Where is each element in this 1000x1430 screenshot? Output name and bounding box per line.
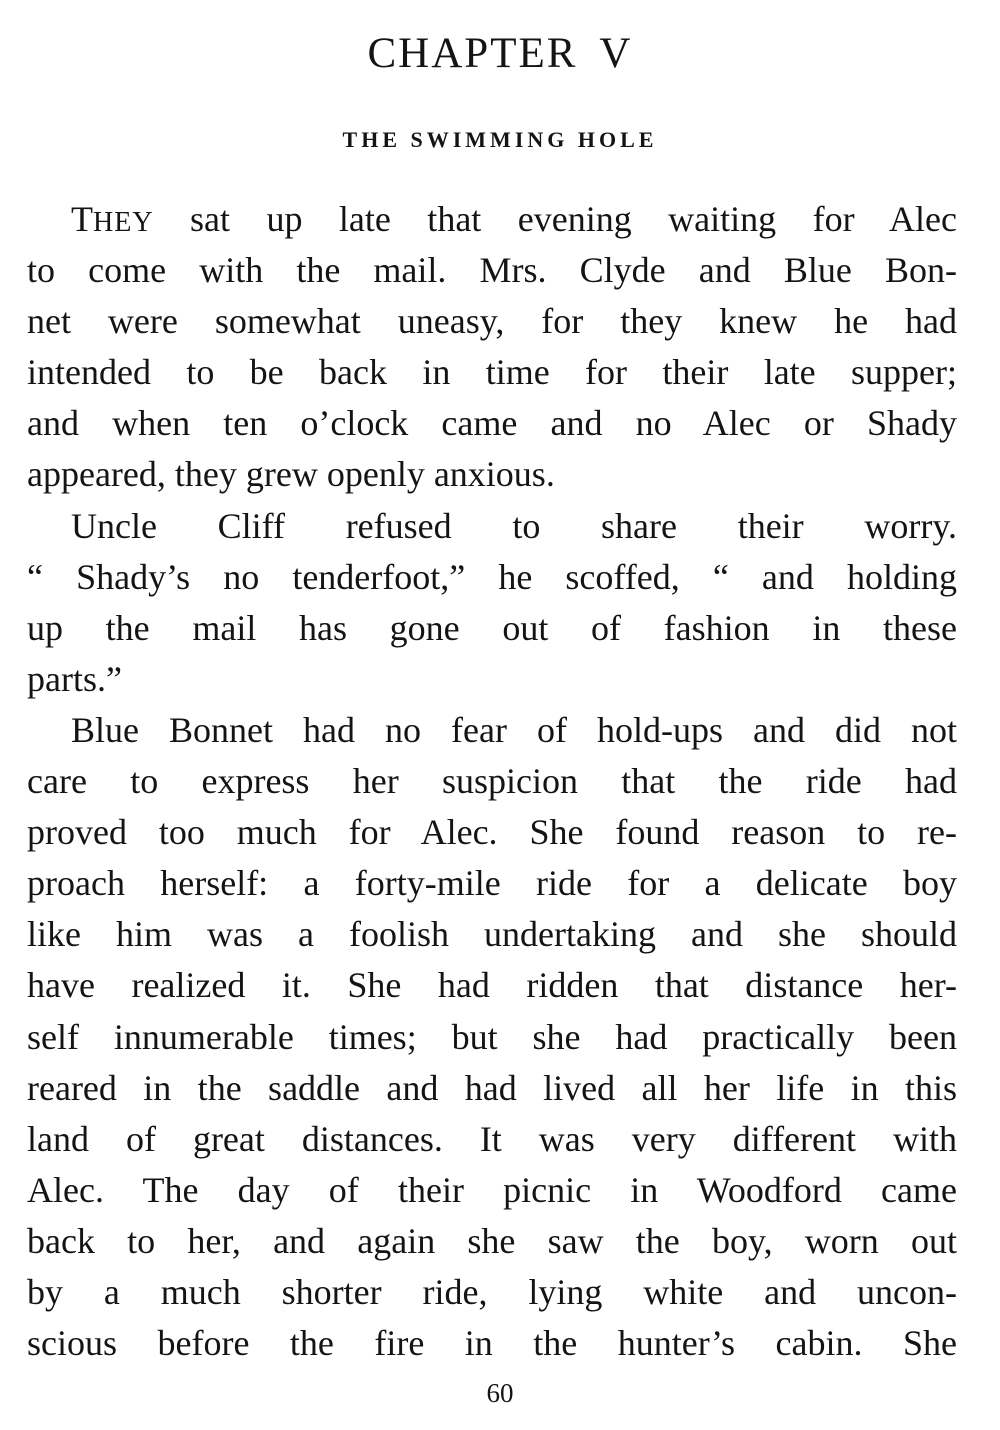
text-line: and when ten o’clock came and no Alec or Shady <box>27 403 957 444</box>
chapter-title: THE SWIMMING HOLE <box>342 127 658 152</box>
text-line: Blue Bonnet had no fear of hold-ups and did not <box>71 709 957 750</box>
text-line: net were somewhat uneasy, for they knew he had <box>27 301 957 342</box>
text-line: self innumerable times; but she had practically been <box>27 1016 957 1057</box>
text-line: care to express her suspicion that the ride had <box>27 761 957 802</box>
text-line: intended to be back in time for their late supper; <box>27 352 957 393</box>
text-line: proved too much for Alec. She found reason to re- <box>27 812 957 853</box>
text-line: up the mail has gone out of fashion in these <box>27 607 957 648</box>
text-line: appeared, they grew openly anxious. <box>27 454 555 495</box>
text-line: Alec. The day of their picnic in Woodford came <box>27 1169 957 1210</box>
text-line: back to her, and again she saw the boy, worn out <box>27 1220 957 1261</box>
text-line: reared in the saddle and had lived all her life in this <box>27 1067 957 1108</box>
chapter-label: CHAPTER <box>367 30 578 77</box>
chapter-heading <box>0 28 1000 80</box>
text-line: land of great distances. It was very different with <box>27 1118 957 1159</box>
text-line: by a much shorter ride, lying white and uncon- <box>27 1271 957 1312</box>
body-text <box>27 194 957 1369</box>
text-line-content: sat up late that evening waiting for Alec <box>153 199 957 239</box>
text-line <box>27 194 957 245</box>
text-line: scious before the fire in the hunter’s cabin. She <box>27 1323 957 1364</box>
page-number: 60 <box>486 1378 514 1408</box>
text-line: parts.” <box>27 658 122 699</box>
text-line: like him was a foolish undertaking and she should <box>27 914 957 955</box>
chapter-number: V <box>599 30 633 77</box>
text-line: Uncle Cliff refused to share their worry. <box>71 505 957 546</box>
text-line: “ Shady’s no tenderfoot,” he scoffed, “ and holding <box>27 556 957 597</box>
text-line: to come with the mail. Mrs. Clyde and Blue Bon- <box>27 250 957 291</box>
lead-in-capital: T <box>71 199 93 239</box>
text-line: have realized it. She had ridden that distance her- <box>27 965 957 1006</box>
text-line: proach herself: a forty-mile ride for a delicate boy <box>27 863 957 904</box>
lead-in-small-caps: HEY <box>93 207 154 238</box>
